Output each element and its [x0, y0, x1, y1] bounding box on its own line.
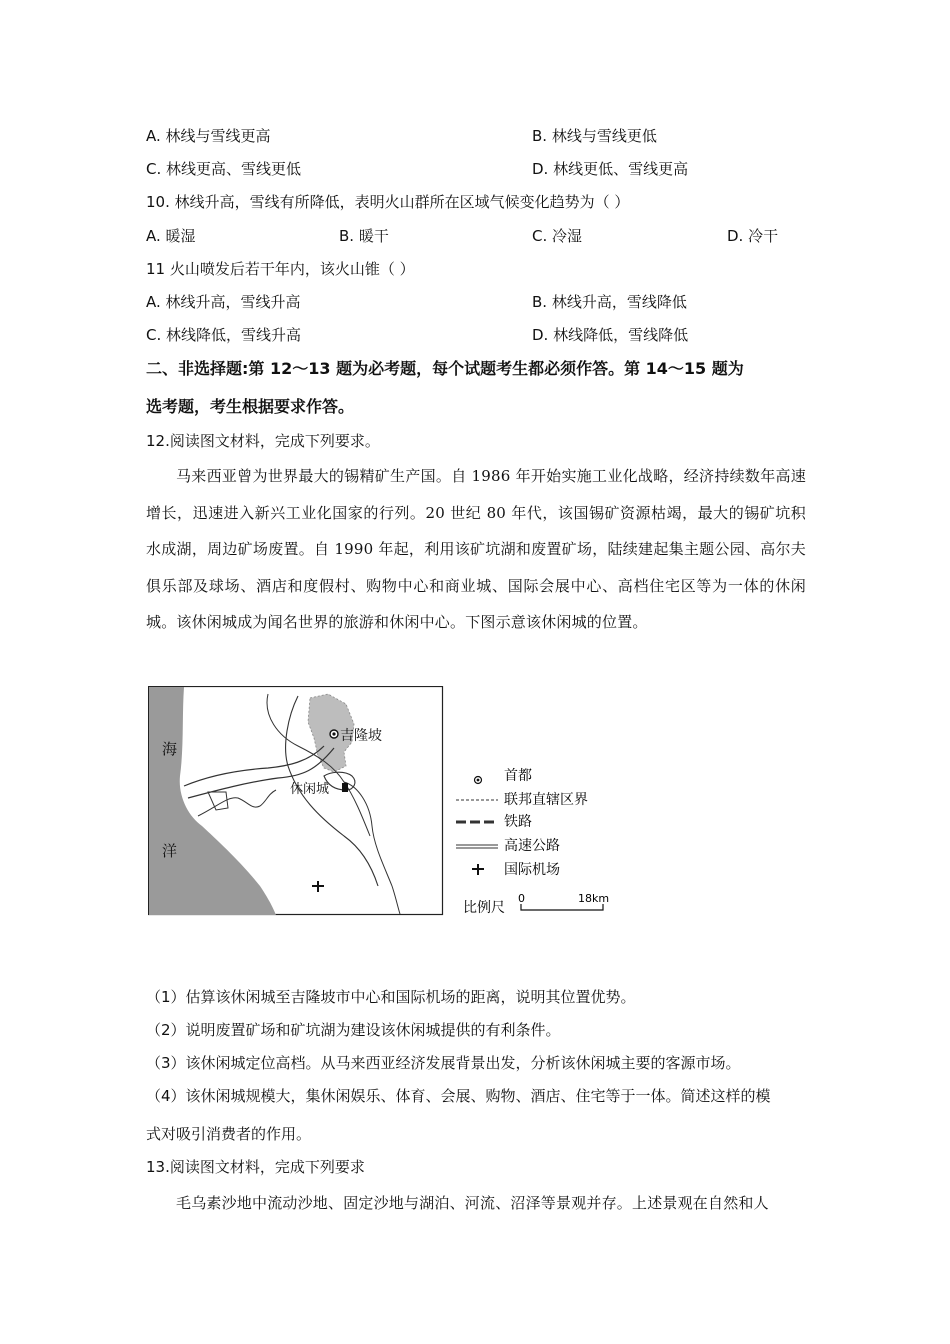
- q9-option-a: A. 林线与雪线更高: [146, 127, 271, 145]
- legend-highway-label: 高速公路: [504, 838, 560, 854]
- legend-capital-label: 首都: [504, 768, 532, 784]
- q11-option-c: C. 林线降低，雪线升高: [146, 326, 302, 344]
- q13-intro: 13.阅读图文材料，完成下列要求: [146, 1158, 365, 1176]
- q10-option-a: A. 暖湿: [146, 227, 196, 245]
- q9-option-b: B. 林线与雪线更低: [532, 127, 657, 145]
- q9-option-d: D. 林线更低、雪线更高: [532, 160, 689, 178]
- q12-passage: 马来西亚曾为世界最大的锡精矿生产国。自 1986 年开始实施工业化战略，经济持续数年高速增长，迅速进入新兴工业化国家的行列。20 世纪 80 年代，该国锡矿资源枯竭，最大的锡矿坑积水成湖，周边矿场废置。自 1990 年起，利用该矿坑湖和废置矿场，陆续建起集主题公园、高尔夫俱乐部及球场、酒店和度假村、购物中心和商业城、国际会展中心、高档住宅区等为一体的休闲城。该休闲城成为闻名世界的旅游和休闲中心。下图示意该休闲城的位置。: [146, 467, 806, 631]
- q11-stem: 11 火山喷发后若干年内，该火山锥（ ）: [146, 260, 415, 278]
- q10-option-c: C. 冷湿: [532, 227, 583, 245]
- scale-zero: 0: [518, 892, 525, 905]
- map-label-kuala-lumpur: 吉隆坡: [340, 728, 382, 744]
- q12-sub4-line1: （4）该休闲城规模大，集休闲娱乐、体育、会展、购物、酒店、住宅等于一体。简述这样的模: [146, 1087, 771, 1105]
- q10-option-d: D. 冷干: [727, 227, 779, 245]
- legend-airport-icon: [472, 864, 484, 875]
- q10-option-b: B. 暖干: [339, 227, 389, 245]
- q12-sub4-line2: 式对吸引消费者的作用。: [146, 1125, 312, 1143]
- section2-heading-line2: 选考题，考生根据要求作答。: [146, 397, 355, 416]
- q9-option-c: C. 林线更高、雪线更低: [146, 160, 302, 178]
- q10-stem: 10. 林线升高，雪线有所降低，表明火山群所在区域气候变化趋势为（ ）: [146, 193, 630, 211]
- q12-sub2: （2）说明废置矿场和矿坑湖为建设该休闲城提供的有利条件。: [146, 1021, 561, 1039]
- q12-intro: 12.阅读图文材料，完成下列要求。: [146, 432, 380, 450]
- q11-option-a: A. 林线升高，雪线升高: [146, 293, 301, 311]
- legend-railway-label: 铁路: [504, 814, 532, 830]
- scale-value: 18km: [578, 892, 610, 905]
- location-map: [148, 686, 618, 918]
- map-label-sea-2: 洋: [162, 842, 178, 860]
- q13-passage-line1: 毛乌素沙地中流动沙地、固定沙地与湖泊、河流、沼泽等景观并存。上述景观在自然和人: [176, 1194, 769, 1212]
- q12-sub1: （1）估算该休闲城至吉隆坡市中心和国际机场的距离，说明其位置优势。: [146, 988, 636, 1006]
- leisure-city-marker: [342, 783, 348, 792]
- section2-heading-line1: 二、非选择题:第 12～13 题为必考题，每个试题考生都必须作答。第 14～15 题为: [146, 359, 744, 378]
- map-label-leisure-city: 休闲城: [290, 782, 330, 797]
- q11-option-b: B. 林线升高，雪线降低: [532, 293, 687, 311]
- legend-airport-label: 国际机场: [504, 862, 560, 878]
- q12-sub3: （3）该休闲城定位高档。从马来西亚经济发展背景出发，分析该休闲城主要的客源市场。: [146, 1054, 741, 1072]
- legend-boundary-label: 联邦直辖区界: [504, 792, 588, 808]
- q11-option-d: D. 林线降低，雪线降低: [532, 326, 689, 344]
- scale-label: 比例尺: [463, 900, 505, 916]
- map-label-sea-1: 海: [162, 740, 178, 758]
